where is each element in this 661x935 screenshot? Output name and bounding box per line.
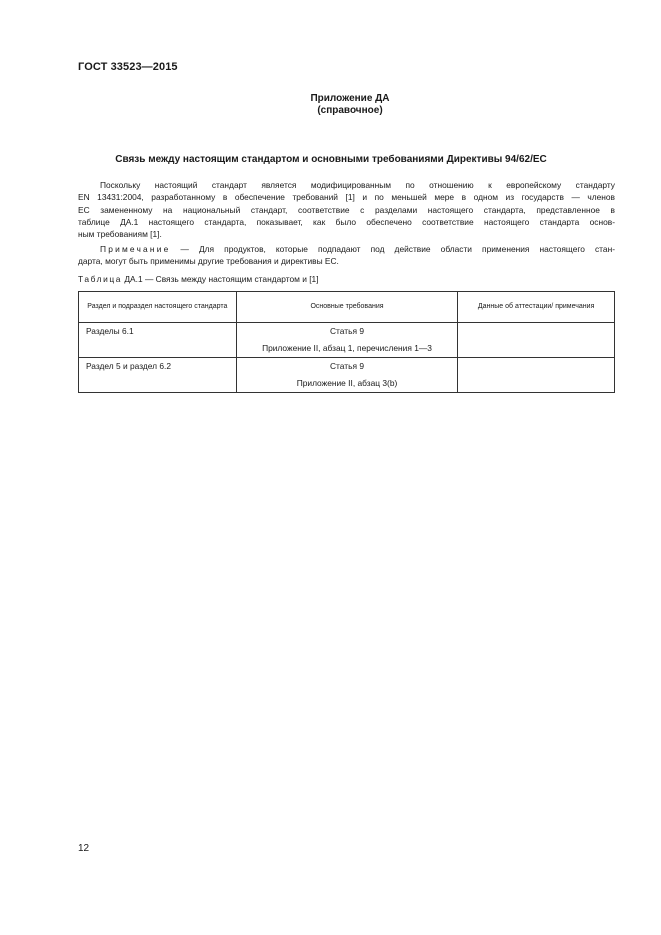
- annex-block: [250, 93, 450, 117]
- body-paragraph: [78, 179, 615, 240]
- notes-cell: [458, 358, 615, 393]
- table-caption-text: ДА.1 — Связь между настоящим стандартом и [1]: [122, 274, 319, 284]
- notes-cell: [458, 323, 615, 358]
- section-cell: Раздел 5 и раздел 6.2: [79, 358, 237, 393]
- section-heading: Связь между настоящим стандартом и основными требованиями Директивы 94/62/ЕС: [115, 154, 547, 165]
- column-header-section: Раздел и подраздел настоящего стандарта: [79, 292, 237, 323]
- note-line: дарта, могут быть применимы другие требования и директивы ЕС.: [78, 256, 339, 267]
- paragraph-line: EN 13431:2004, разработанному в обеспечение требований [1] и по меньшей мере в одном из государств — членов: [78, 192, 615, 203]
- paragraph-line: Поскольку настоящий стандарт является модифицированным по отношению к европейскому стандарту: [100, 180, 615, 190]
- section-cell: Разделы 6.1: [79, 323, 237, 358]
- requirements-cell: Статья 9 Приложение II, абзац 3(b): [236, 358, 458, 393]
- column-header-requirements: Основные требования: [236, 292, 458, 323]
- table-caption: [78, 274, 319, 284]
- table-caption-label: Таблица: [78, 274, 123, 284]
- note-text: — Для продуктов, которые подпадают под действие области применения настоящего стан-: [170, 244, 615, 254]
- table-row: [79, 358, 615, 393]
- annex-title: Приложение ДА: [310, 93, 390, 104]
- requirements-cell: Статья 9 Приложение II, абзац 1, перечисления 1—3: [236, 323, 458, 358]
- annex-subtitle: (справочное): [317, 105, 383, 116]
- page-number: 12: [78, 843, 90, 854]
- paragraph-line: ЕС замененному на национальный стандарт, соответствие с разделами настоящего стандарта, представленное в: [78, 204, 615, 215]
- column-header-notes: Данные об аттестации/ примечания: [458, 292, 615, 323]
- table-row: [79, 323, 615, 358]
- requirements-table: [78, 291, 615, 393]
- table-header-row: [79, 292, 615, 323]
- paragraph-line: таблице ДА.1 настоящего стандарта, показывает, как было обеспечено соответствие настоящего стандарта основ-: [78, 216, 615, 227]
- note-label: Примечание: [100, 244, 171, 254]
- note-paragraph: [78, 243, 615, 268]
- standard-number: ГОСТ 33523—2015: [78, 61, 178, 73]
- paragraph-line: ным требованиям [1].: [78, 229, 162, 240]
- note-line: [78, 243, 615, 255]
